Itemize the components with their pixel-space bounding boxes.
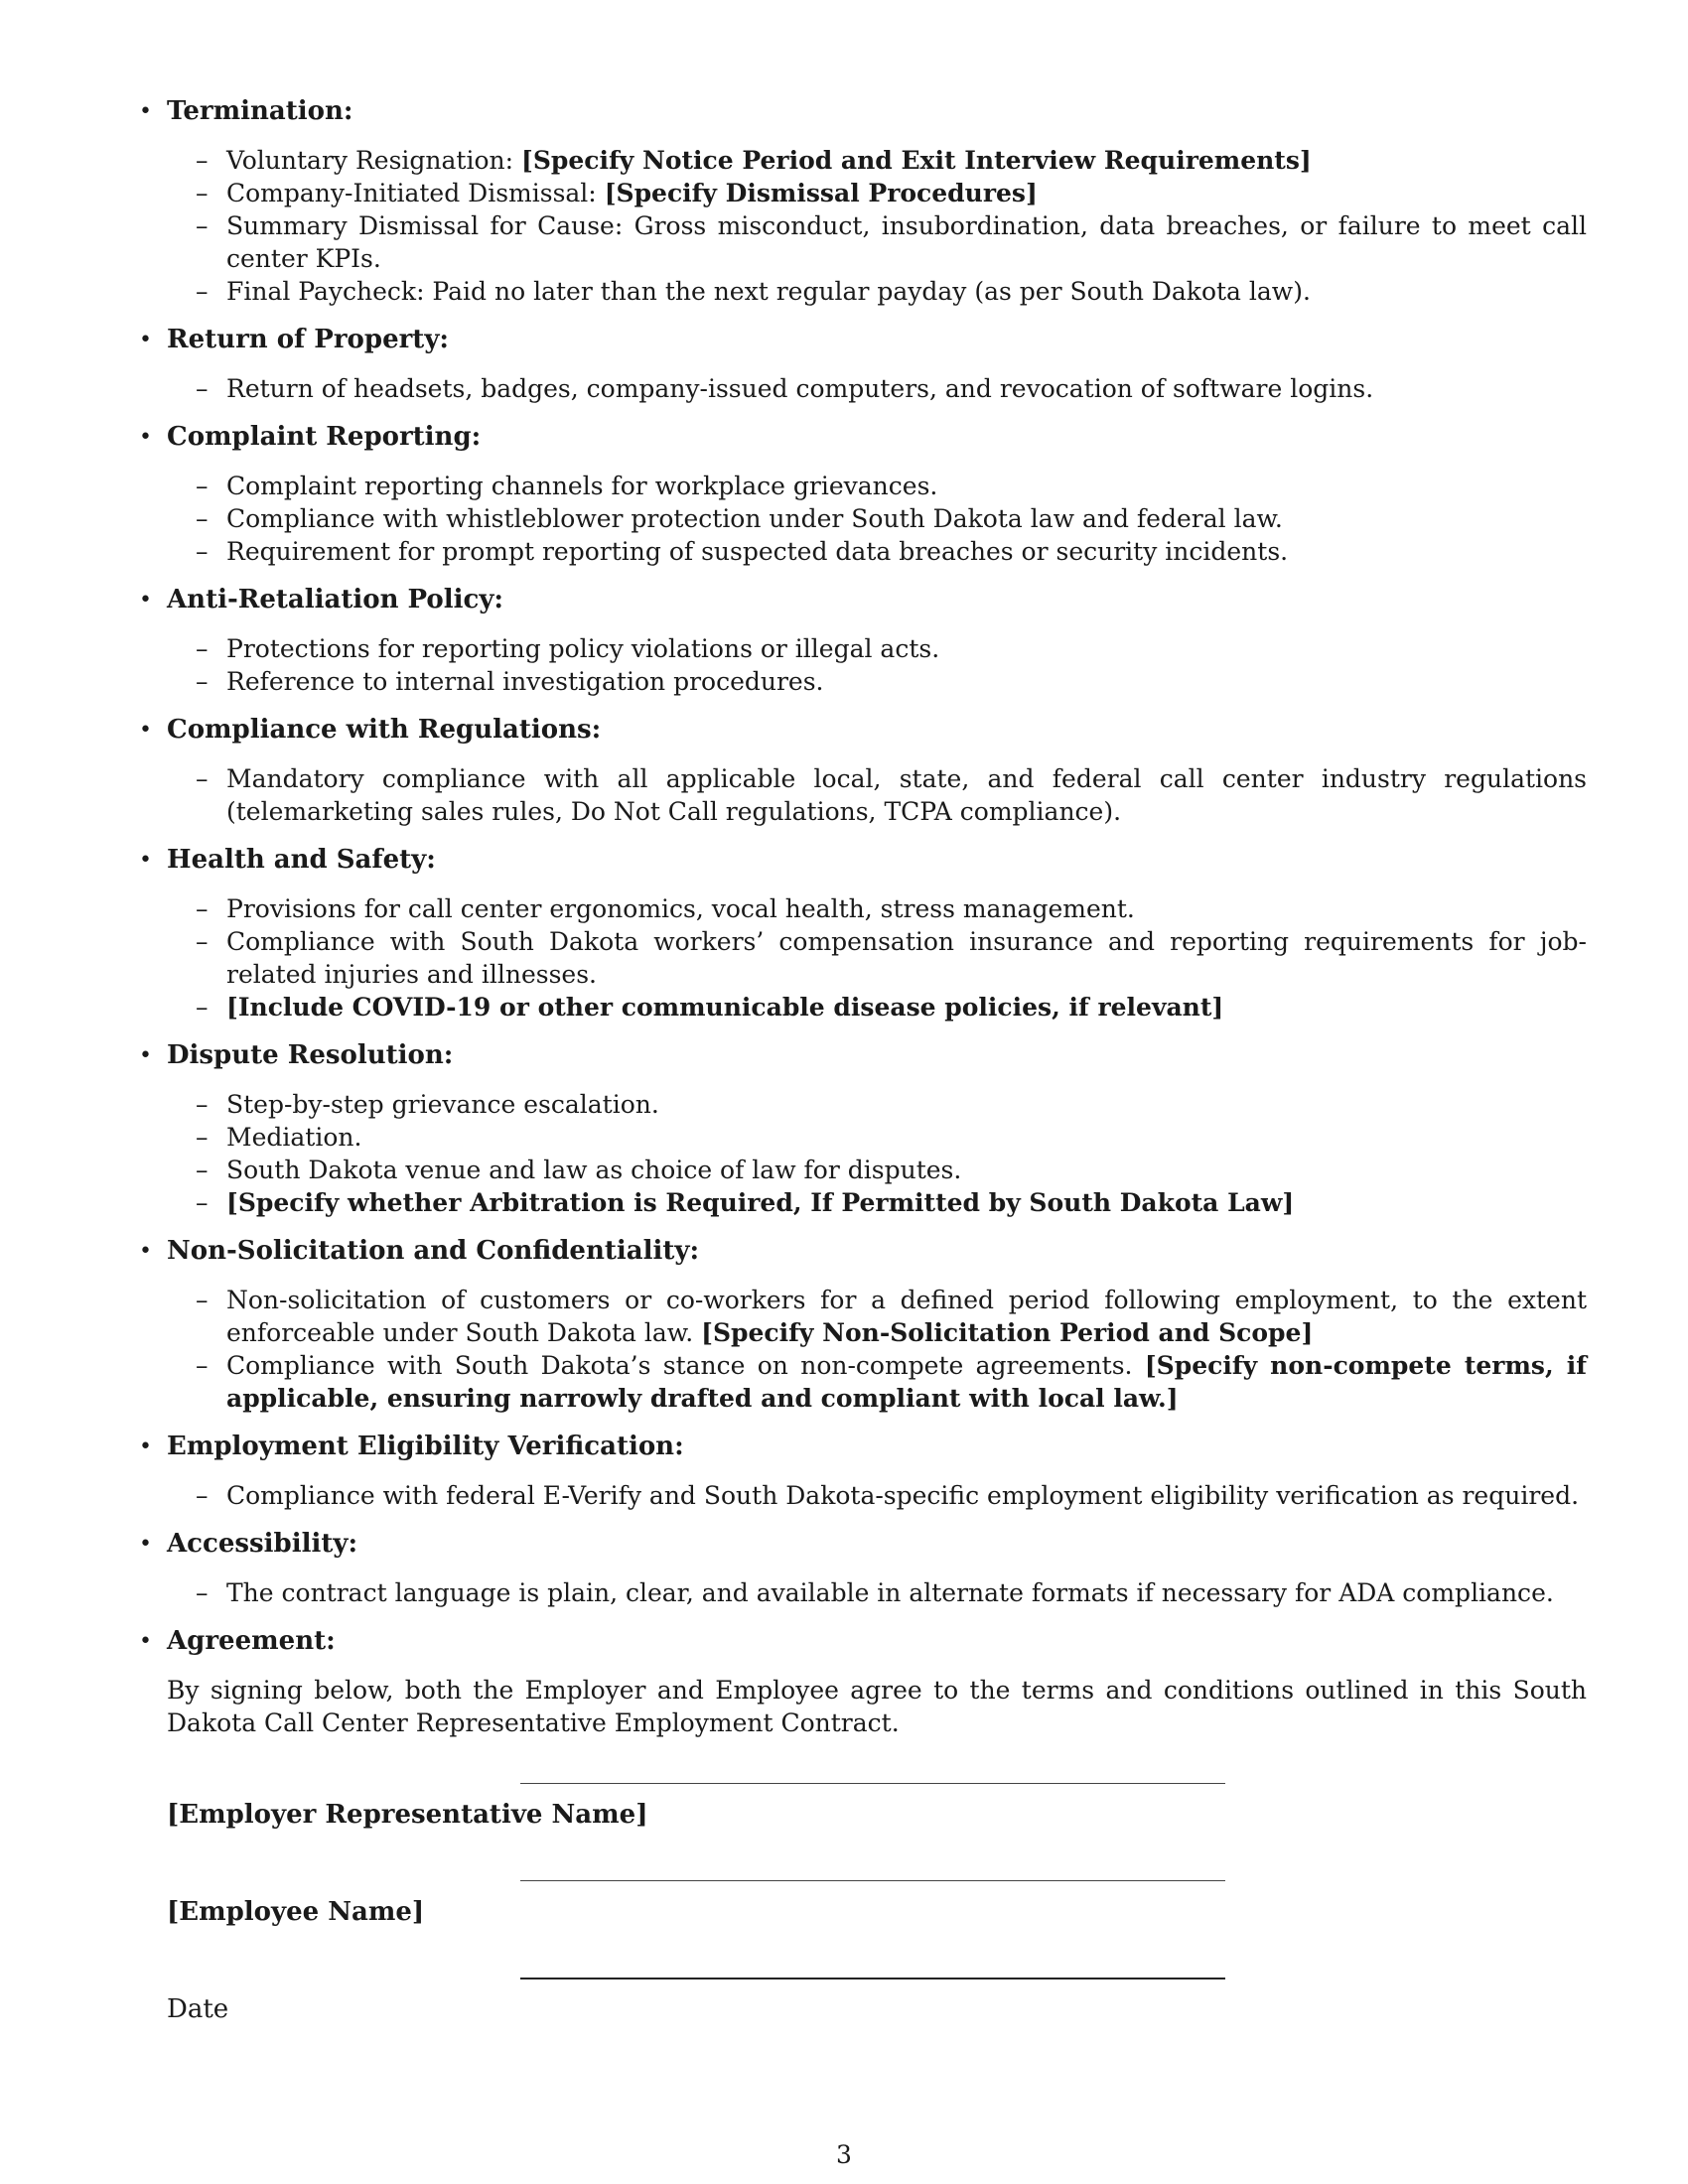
section [139, 1235, 1587, 1415]
bullet: • [139, 1239, 152, 1264]
section-title: Agreement: [167, 1626, 336, 1656]
dash-marker: – [196, 993, 209, 1022]
item-text: Summary Dismissal for Cause: Gross misconduct, insubordination, data breaches, or failure to meet call center KPIs. [226, 211, 1587, 273]
dash-marker: – [196, 179, 209, 207]
item-text: Voluntary Resignation: [226, 146, 521, 175]
section-title: Employment Eligibility Verification: [167, 1432, 684, 1461]
item-text: Reference to internal investigation procedures. [226, 667, 824, 696]
list-item [196, 1284, 1587, 1349]
section-title: Health and Safety: [167, 845, 436, 875]
page-number: 3 [836, 2140, 852, 2169]
list-item [196, 275, 1587, 308]
list-item [196, 665, 1587, 698]
bullet: • [139, 1043, 152, 1068]
list-item [196, 209, 1587, 275]
item-text: South Dakota venue and law as choice of law for disputes. [226, 1156, 962, 1184]
placeholder-text: [Specify Dismissal Procedures] [604, 179, 1038, 207]
sub-item-list [167, 1284, 1587, 1415]
dash-marker: – [196, 472, 209, 500]
item-text: Requirement for prompt reporting of suspected data breaches or security incidents. [226, 537, 1289, 566]
list-item [196, 991, 1587, 1024]
item-text: Mandatory compliance with all applicable local, state, and federal call center industry regulations (telemarketing sales rules, Do Not Call regulations, TCPA compliance). [226, 764, 1587, 826]
signature-block [167, 1783, 1587, 2081]
agreement-text: By signing below, both the Employer and Employee agree to the terms and conditions outlined in this South Dakota Call Center Representative Employment Contract. [167, 1676, 1587, 1737]
section-title: Compliance with Regulations: [167, 715, 602, 745]
placeholder-text: [Specify Non-Solicitation Period and Scope] [701, 1318, 1314, 1347]
item-text: Compliance with whistleblower protection under South Dakota law and federal law. [226, 504, 1283, 533]
list-item [196, 1154, 1587, 1186]
list-item [196, 1186, 1587, 1219]
bullet: • [139, 99, 152, 124]
sub-item-list [167, 892, 1587, 1024]
list-item [196, 1349, 1587, 1415]
section-title: Dispute Resolution: [167, 1040, 454, 1070]
section-heading [139, 1039, 1587, 1072]
section [139, 95, 1587, 308]
dash-marker: – [196, 277, 209, 306]
list-item [196, 1576, 1587, 1609]
dash-marker: – [196, 894, 209, 923]
section-heading [139, 844, 1587, 877]
list-item [196, 632, 1587, 665]
section-heading [139, 324, 1587, 356]
employer-representative-name-label: [Employer Representative Name] [167, 1800, 648, 1830]
section-title: Anti-Retaliation Policy: [167, 585, 504, 614]
bullet: • [139, 1532, 152, 1557]
dash-marker: – [196, 146, 209, 175]
sub-item-list [167, 1088, 1587, 1219]
document-page [139, 95, 1587, 2081]
sub-item-list [167, 372, 1587, 405]
section-heading [139, 584, 1587, 616]
list-item [196, 470, 1587, 502]
employee-name-label: [Employee Name] [167, 1897, 425, 1927]
section-heading [139, 1431, 1587, 1463]
section [139, 1039, 1587, 1219]
dash-marker: – [196, 1090, 209, 1119]
sub-item-list [167, 144, 1587, 308]
dash-marker: – [196, 1351, 209, 1380]
bullet: • [139, 718, 152, 743]
dash-marker: – [196, 1156, 209, 1184]
list-item [196, 372, 1587, 405]
list-item [196, 925, 1587, 991]
bullet: • [139, 1434, 152, 1459]
section [139, 421, 1587, 568]
dash-marker: – [196, 211, 209, 240]
agreement-section [139, 1625, 1587, 1739]
bullet: • [139, 848, 152, 873]
section-heading [139, 714, 1587, 747]
sub-item-list [167, 1479, 1587, 1512]
placeholder-text: [Specify Notice Period and Exit Interview Requirements] [521, 146, 1312, 175]
section-heading [139, 95, 1587, 128]
dash-marker: – [196, 927, 209, 956]
item-text: Complaint reporting channels for workplace grievances. [226, 472, 938, 500]
item-text: Mediation. [226, 1123, 362, 1152]
date-signature-line [520, 1978, 1225, 1979]
list-item [196, 144, 1587, 177]
section [139, 324, 1587, 405]
list-item [196, 502, 1587, 535]
item-text: Compliance with South Dakota’s stance on non-compete agreements. [226, 1351, 1145, 1380]
dash-marker: – [196, 634, 209, 663]
dash-marker: – [196, 1286, 209, 1314]
item-text: Step-by-step grievance escalation. [226, 1090, 659, 1119]
employer-signature-line [520, 1783, 1225, 1784]
dash-marker: – [196, 374, 209, 403]
item-text: Company-Initiated Dismissal: [226, 179, 605, 207]
section [139, 1431, 1587, 1512]
employee-signature-line [520, 1880, 1225, 1881]
list-item [196, 1088, 1587, 1121]
dash-marker: – [196, 1578, 209, 1607]
item-text: Provisions for call center ergonomics, vocal health, stress management. [226, 894, 1135, 923]
bullet: • [139, 588, 152, 613]
section [139, 1528, 1587, 1609]
sub-item-list [167, 762, 1587, 828]
section-heading [139, 1528, 1587, 1561]
section [139, 844, 1587, 1024]
item-text: Compliance with South Dakota workers’ compensation insurance and reporting requirements for job-related injuries and illnesses. [226, 927, 1587, 989]
placeholder-text: [Include COVID-19 or other communicable disease policies, if relevant] [226, 993, 1224, 1022]
section-title: Termination: [167, 96, 353, 126]
section-title: Accessibility: [167, 1529, 358, 1559]
bullet: • [139, 1629, 152, 1654]
item-text: Return of headsets, badges, company-issued computers, and revocation of software logins. [226, 374, 1374, 403]
section-title: Return of Property: [167, 325, 450, 354]
section-title: Non-Solicitation and Confidentiality: [167, 1236, 700, 1266]
bullet: • [139, 328, 152, 352]
section [139, 714, 1587, 828]
sub-item-list [167, 1576, 1587, 1609]
dash-marker: – [196, 1123, 209, 1152]
dash-marker: – [196, 764, 209, 793]
dash-marker: – [196, 537, 209, 566]
placeholder-text: [Specify non-compete terms, if applicable, ensuring narrowly drafted and compliant with local law.] [226, 1351, 1587, 1413]
list-item [196, 762, 1587, 828]
dash-marker: – [196, 1481, 209, 1510]
list-item [196, 892, 1587, 925]
item-text: Non-solicitation of customers or co-workers for a defined period following employment, to the extent enforceable under South Dakota law. [226, 1286, 1587, 1347]
item-text: Final Paycheck: Paid no later than the next regular payday (as per South Dakota law). [226, 277, 1311, 306]
list-item [196, 1121, 1587, 1154]
section [139, 584, 1587, 698]
dash-marker: – [196, 1188, 209, 1217]
sub-item-list [167, 470, 1587, 568]
date-label: Date [167, 1994, 229, 2024]
list-item [196, 535, 1587, 568]
item-text: The contract language is plain, clear, and available in alternate formats if necessary for ADA compliance. [226, 1578, 1554, 1607]
bullet: • [139, 425, 152, 450]
dash-marker: – [196, 667, 209, 696]
list-item [196, 177, 1587, 209]
section-list [139, 95, 1587, 1609]
placeholder-text: [Specify whether Arbitration is Required, If Permitted by South Dakota Law] [226, 1188, 1295, 1217]
section-heading [139, 1235, 1587, 1268]
agreement-heading [139, 1625, 1587, 1658]
section-heading [139, 421, 1587, 454]
dash-marker: – [196, 504, 209, 533]
sub-item-list [167, 632, 1587, 698]
item-text: Protections for reporting policy violations or illegal acts. [226, 634, 940, 663]
section-title: Complaint Reporting: [167, 422, 482, 452]
item-text: Compliance with federal E-Verify and South Dakota-specific employment eligibility verification as required. [226, 1481, 1580, 1510]
list-item [196, 1479, 1587, 1512]
